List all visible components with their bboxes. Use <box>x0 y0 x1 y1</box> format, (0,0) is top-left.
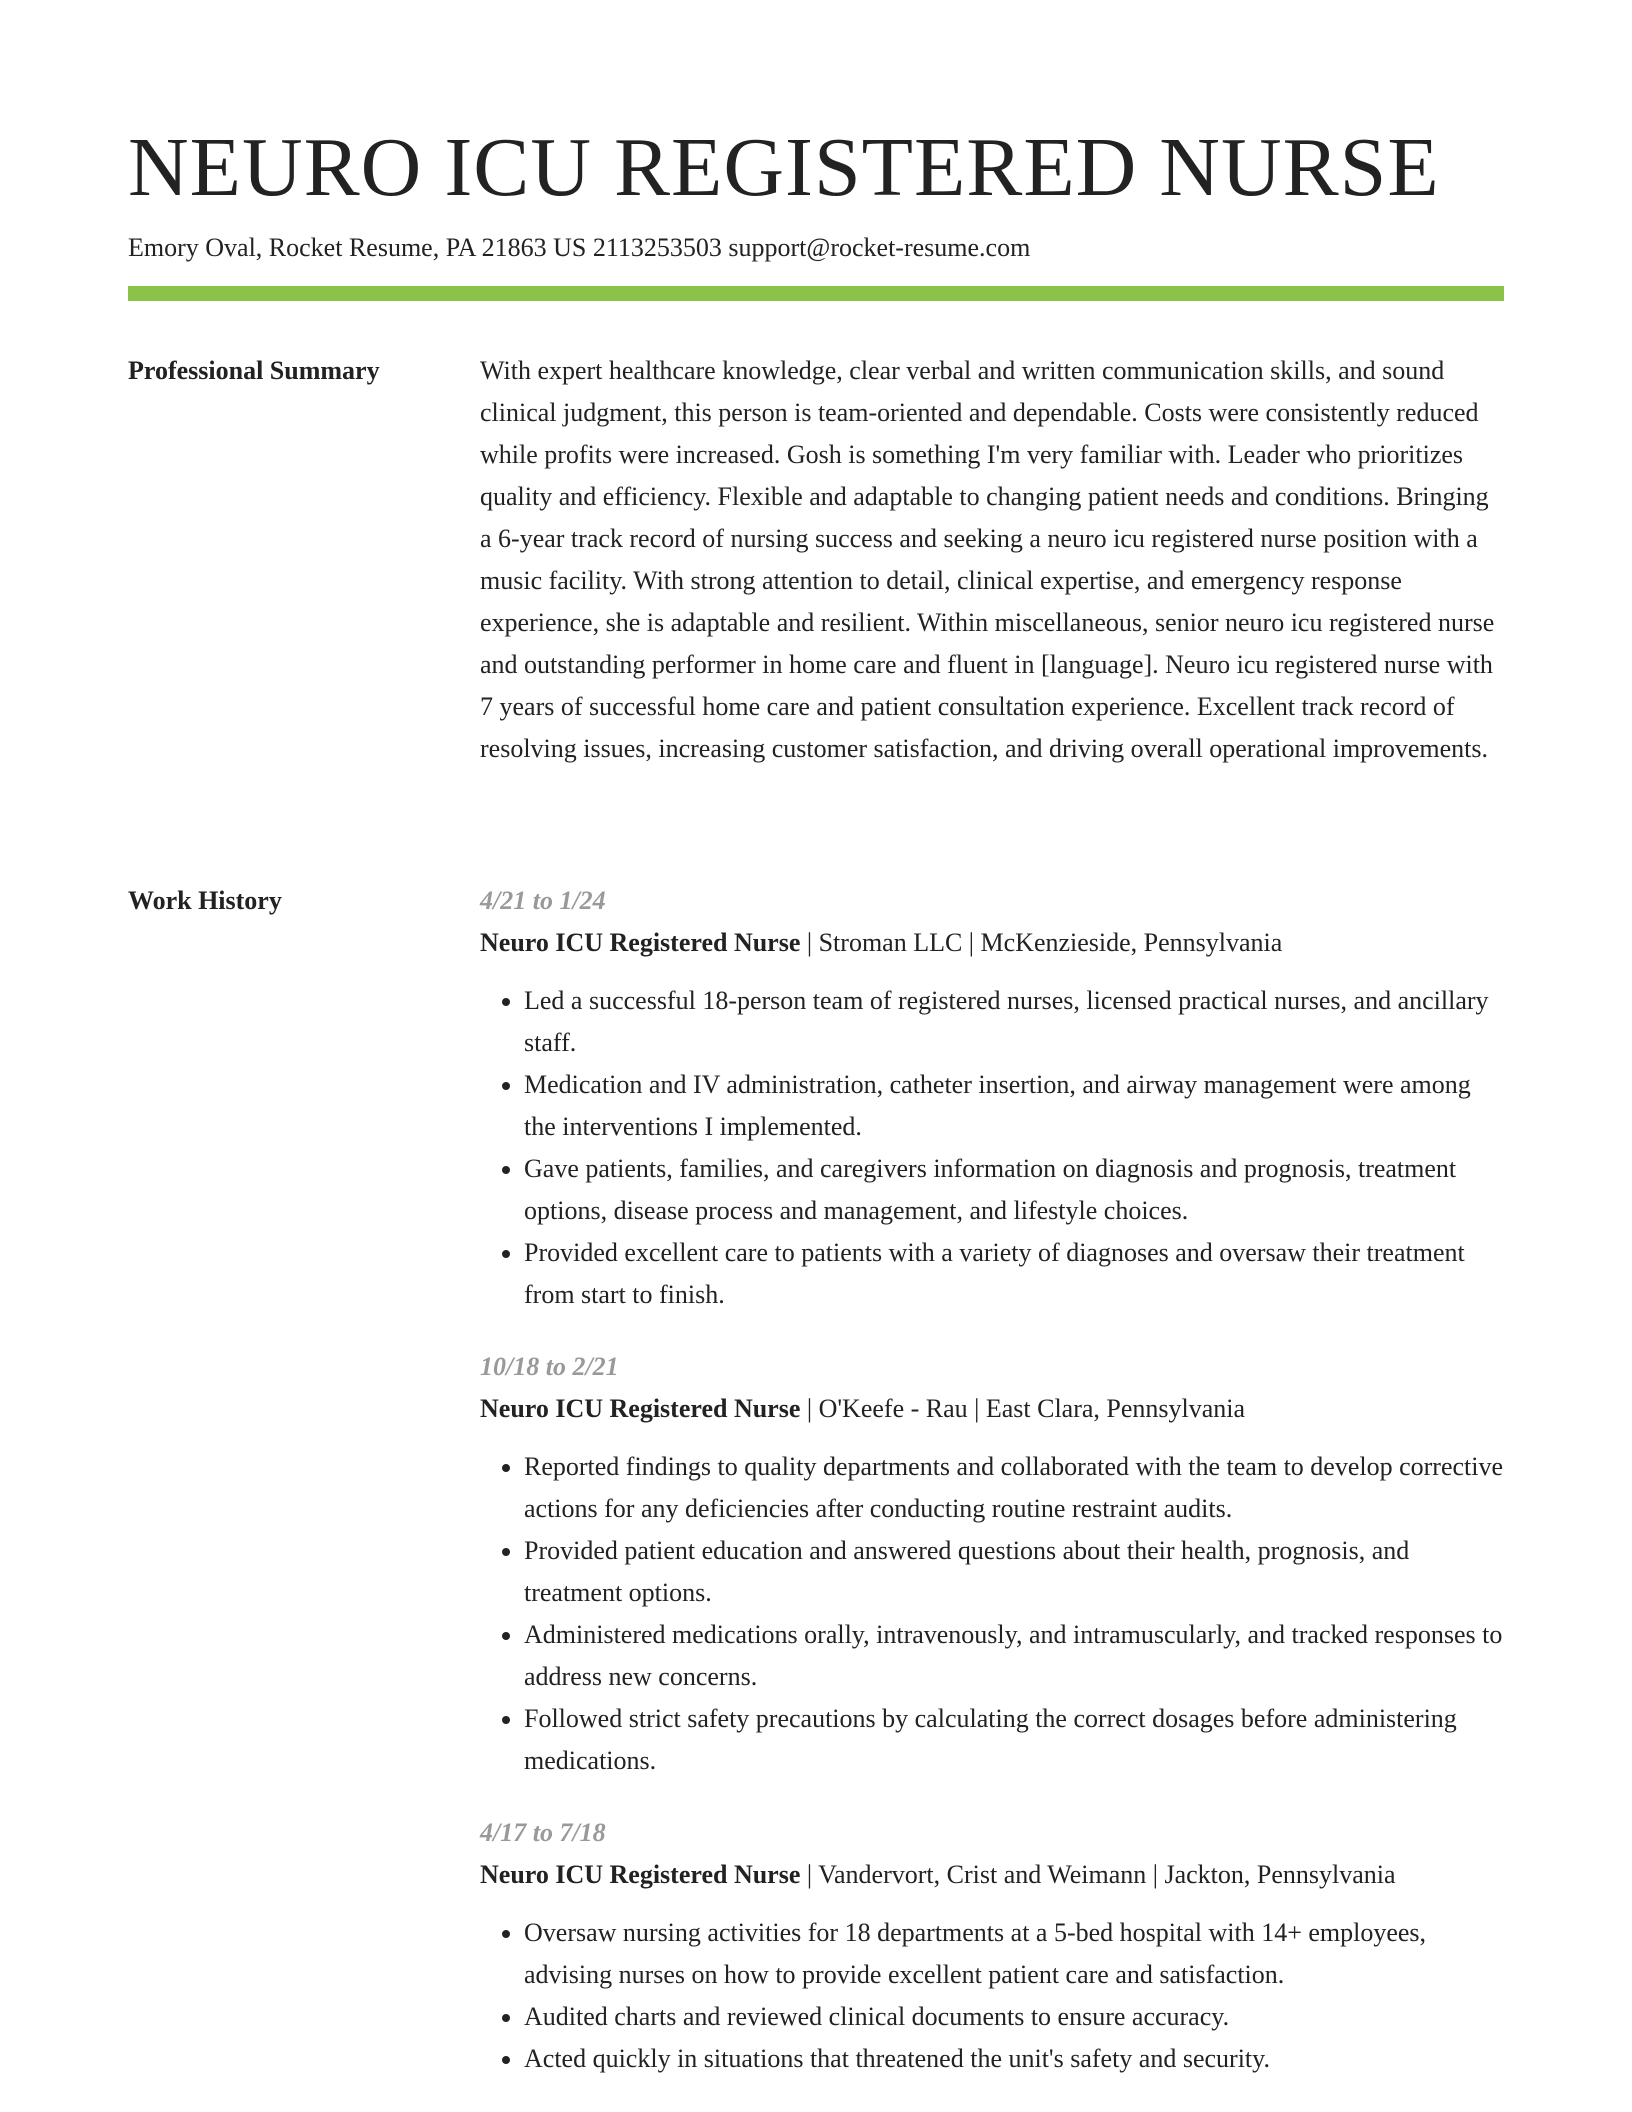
job-employer-location: | O'Keefe - Rau | East Clara, Pennsylvania <box>800 1394 1246 1423</box>
job-title: Neuro ICU Registered Nurse <box>480 928 801 957</box>
job-bullet: • Provided excellent care to patients with a variety of diagnoses and oversaw their treatment from start to finish. <box>524 1232 1504 1316</box>
job-bullet: • Medication and IV administration, catheter insertion, and airway management were among the interventions I implemented. <box>524 1064 1504 1148</box>
header-divider <box>128 286 1504 301</box>
job-bullet-list <box>480 980 1504 1316</box>
job-entry <box>480 1812 1504 2080</box>
job-bullet: • Gave patients, families, and caregivers information on diagnosis and prognosis, treatment options, disease process and management, and lifestyle choices. <box>524 1148 1504 1232</box>
job-entry <box>480 880 1504 1316</box>
job-bullet-list <box>480 1912 1504 2080</box>
work-history-section-title: Work History <box>128 886 282 915</box>
job-dates: 4/21 to 1/24 <box>480 886 606 915</box>
job-bullet-list <box>480 1446 1504 1782</box>
summary-text: With expert healthcare knowledge, clear verbal and written communication skills, and sound clinical judgment, this person is team-oriented and dependable. Costs were consistently reduced while profits were increased. Gosh is something I'm very familiar with. Leader who prioritizes quality and efficiency. Flexible and adaptable to changing patient needs and conditions. Bringing a 6-year track record of nursing success and seeking a neuro icu registered nurse position with a music facility. With strong attention to detail, clinical expertise, and emergency response experience, she is adaptable and resilient. Within miscellaneous, senior neuro icu registered nurse and outstanding performer in home care and fluent in [language]. Neuro icu registered nurse with 7 years of successful home care and patient consultation experience. Excellent track record of resolving issues, increasing customer satisfaction, and driving overall operational improvements. <box>480 356 1495 763</box>
job-bullet: • Acted quickly in situations that threatened the unit's safety and security. <box>524 2038 1504 2080</box>
job-heading <box>480 1388 1504 1430</box>
job-dates: 10/18 to 2/21 <box>480 1352 619 1381</box>
job-bullet: • Reported findings to quality departments and collaborated with the team to develop corrective actions for any deficiencies after conducting routine restraint audits. <box>524 1446 1504 1530</box>
job-heading <box>480 922 1504 964</box>
work-history-body <box>480 880 1504 2110</box>
job-bullet: • Audited charts and reviewed clinical documents to ensure accuracy. <box>524 1996 1504 2038</box>
job-title: Neuro ICU Registered Nurse <box>480 1860 801 1889</box>
job-title: Neuro ICU Registered Nurse <box>480 1394 801 1423</box>
contact-line: Emory Oval, Rocket Resume, PA 21863 US 2113253503 support@rocket-resume.com <box>128 233 1031 262</box>
job-heading <box>480 1854 1504 1896</box>
job-employer-location: | Stroman LLC | McKenzieside, Pennsylvania <box>800 928 1283 957</box>
job-bullet: • Administered medications orally, intravenously, and intramuscularly, and tracked responses to address new concerns. <box>524 1614 1504 1698</box>
resume-name-heading: NEURO ICU REGISTERED NURSE <box>128 121 1440 214</box>
job-bullet: • Provided patient education and answered questions about their health, prognosis, and treatment options. <box>524 1530 1504 1614</box>
job-bullet: • Led a successful 18-person team of registered nurses, licensed practical nurses, and ancillary staff. <box>524 980 1504 1064</box>
job-dates: 4/17 to 7/18 <box>480 1818 606 1847</box>
job-bullet: • Followed strict safety precautions by calculating the correct dosages before administering medications. <box>524 1698 1504 1782</box>
summary-section-title: Professional Summary <box>128 356 380 385</box>
job-bullet: • Oversaw nursing activities for 18 departments at a 5-bed hospital with 14+ employees, advising nurses on how to provide excellent patient care and satisfaction. <box>524 1912 1504 1996</box>
job-entry <box>480 1346 1504 1782</box>
job-employer-location: | Vandervort, Crist and Weimann | Jackton, Pennsylvania <box>800 1860 1396 1889</box>
summary-body <box>480 350 1504 770</box>
